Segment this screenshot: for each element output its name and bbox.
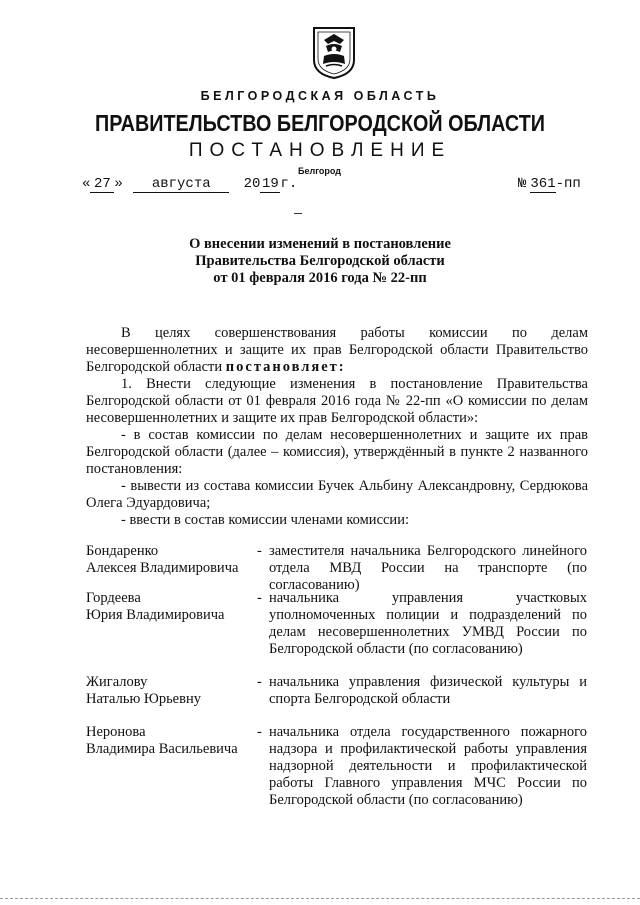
date-open-quote: «	[82, 176, 91, 192]
belgorod-coat-of-arms-icon	[312, 26, 356, 80]
member-name	[86, 724, 256, 758]
region-heading: БЕЛГОРОДСКАЯ ОБЛАСТЬ	[200, 89, 440, 103]
member-given-names: Наталью Юрьевну	[86, 691, 201, 707]
government-heading: ПРАВИТЕЛЬСТВО БЕЛГОРОДСКОЙ ОБЛАСТИ	[95, 110, 545, 136]
title-line: О внесении изменений в постановление	[189, 236, 451, 252]
item-1-paragraph: 1. Внести следующие изменения в постановление Правительства Белгородской области от 01 февраля 2016 года № 22-пп «О комиссии по делам несовершеннолетних и защите их прав Белгородской области»:	[86, 376, 588, 426]
member-dash: -	[257, 724, 262, 740]
document-title	[0, 236, 640, 287]
date-close-quote: »	[114, 176, 123, 192]
city-label: Белгород	[298, 166, 341, 176]
document-date	[82, 176, 297, 193]
member-given-names: Владимира Васильевича	[86, 741, 238, 757]
number-suffix: -пп	[555, 176, 581, 192]
member-given-names: Алексея Владимировича	[86, 560, 239, 576]
member-name	[86, 543, 256, 577]
member-dash: -	[257, 543, 262, 559]
member-name	[86, 674, 256, 708]
date-day: 27	[90, 176, 114, 193]
number-sign: №	[518, 176, 527, 192]
member-surname: Жигалову	[86, 674, 148, 690]
page-edge-line	[0, 898, 640, 899]
member-name	[86, 590, 256, 624]
resolves-word: постановляет:	[225, 359, 346, 375]
date-month: августа	[133, 176, 229, 193]
date-year-prefix: 20	[243, 176, 261, 192]
member-role: заместителя начальника Белгородского линейного отдела МВД России на транспорте (по согласованию)	[269, 543, 587, 593]
bullet-remove-members: - вывести из состава комиссии Бучек Альбину Александровну, Сердюкова Олега Эдуардовича;	[86, 478, 588, 511]
separator-mark	[294, 213, 302, 214]
member-dash: -	[257, 590, 262, 606]
member-role: начальника управления физической культуры и спорта Белгородской области	[269, 674, 587, 707]
intro-text: В целях совершенствования работы комиссии по делам несовершеннолетних и защите их прав Белгородской области Правительство Белгородской области	[86, 325, 588, 375]
member-given-names: Юрия Владимировича	[86, 607, 225, 623]
document-number	[518, 176, 581, 192]
member-role: начальника управления участковых уполномоченных полиции и подразделений по делам несовершеннолетних УМВД России по Белгородской области (по согласованию)	[269, 590, 587, 657]
title-line: Правительства Белгородской области	[195, 253, 445, 269]
member-role: начальника отдела государственного пожарного надзора и профилактической работы управления надзорной деятельности и профилактической работы Главного управления МЧС России по Белгородской области (по согласованию)	[269, 724, 587, 808]
document-type-heading: ПОСТАНОВЛЕНИЕ	[188, 140, 452, 161]
date-year-abbr: г.	[280, 176, 298, 192]
title-line: от 01 февраля 2016 года № 22-пп	[213, 270, 427, 286]
member-surname: Неронова	[86, 724, 146, 740]
intro-paragraph	[86, 325, 588, 376]
number-value: 361	[530, 176, 556, 192]
bullet-add-members: - ввести в состав комиссии членами комиссии:	[121, 512, 409, 528]
bullet-composition: - в состав комиссии по делам несовершеннолетних и защите их прав Белгородской области (далее – комиссия), утверждённый в пункте 2 названного постановления:	[86, 427, 588, 477]
date-year-suffix: 19	[262, 176, 279, 192]
member-dash: -	[257, 674, 262, 690]
member-surname: Гордеева	[86, 590, 141, 606]
member-surname: Бондаренко	[86, 543, 159, 559]
